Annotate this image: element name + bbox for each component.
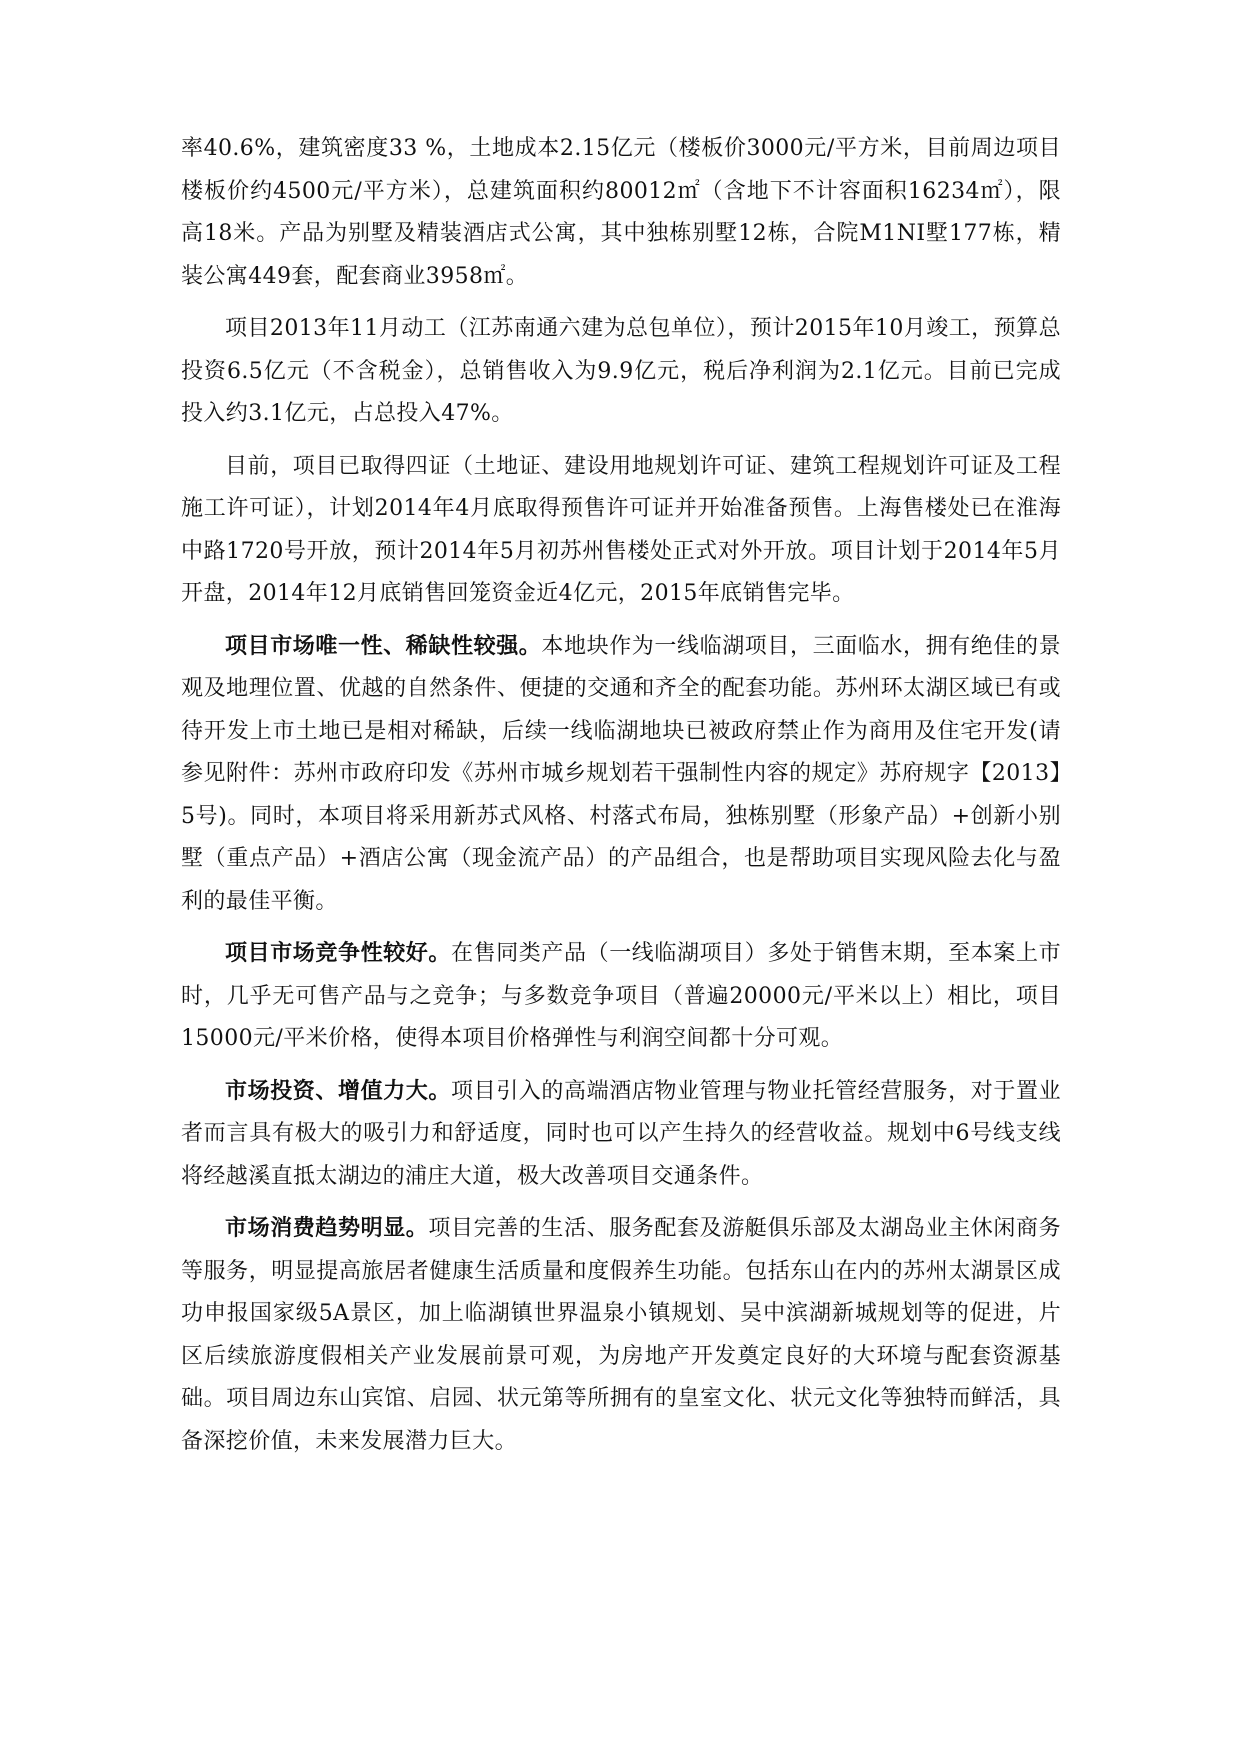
paragraph-text: 本地块作为一线临湖项目，三面临水，拥有绝佳的景观及地理位置、优越的自然条件、便捷的交通和齐全的配套功能。苏州环太湖区域已有或待开发上市土地已是相对稀缺，后续一线临湖地块已被政府禁止作为商用及住宅开发(请参见附件：苏州市政府印发《苏州市城乡规划若干强制性内容的规定》苏府规字【2013】5号)。同时，本项目将采用新苏式风格、村落式布局，独栋别墅（形象产品）+创新小别墅（重点产品）+酒店公寓（现金流产品）的产品组合，也是帮助项目实现风险去化与盈利的最佳平衡。	[181, 633, 1062, 914]
document-page	[181, 128, 1061, 1473]
paragraph-text: 项目完善的生活、服务配套及游艇俱乐部及太湖岛业主休闲商务等服务，明显提高旅居者健康生活质量和度假养生功能。包括东山在内的苏州太湖景区成功申报国家级5A景区，加上临湖镇世界温泉小镇规划、吴中滨湖新城规划等的促进，片区后续旅游度假相关产业发展前景可观，为房地产开发奠定良好的大环境与配套资源基础。项目周边东山宾馆、启园、状元第等所拥有的皇室文化、状元文化等独特而鲜活，具备深挖价值，未来发展潜力巨大。	[181, 1216, 1061, 1454]
paragraph-text: 项目2013年11月动工（江苏南通六建为总包单位），预计2015年10月竣工，预算总投资6.5亿元（不含税金），总销售收入为9.9亿元，税后净利润为2.1亿元。目前已完成投入约3.1亿元，占总投入47%。	[181, 316, 1061, 426]
paragraph-uniqueness	[181, 626, 1061, 924]
paragraph-text: 目前，项目已取得四证（土地证、建设用地规划许可证、建筑工程规划许可证及工程施工许可证），计划2014年4月底取得预售许可证并开始准备预售。上海售楼处已在淮海中路1720号开放，预计2014年5月初苏州售楼处正式对外开放。项目计划于2014年5月开盘，2014年12月底销售回笼资金近4亿元，2015年底销售完毕。	[181, 453, 1061, 606]
paragraph-text: 率40.6%，建筑密度33 %，土地成本2.15亿元（楼板价3000元/平方米，目前周边项目楼板价约4500元/平方米），总建筑面积约80012㎡（含地下不计容面积16234㎡），限高18米。产品为别墅及精装酒店式公寓，其中独栋别墅12栋，合院M1NI墅177栋，精装公寓449套，配套商业3958㎡。	[181, 136, 1061, 289]
paragraph-lead: 项目市场唯一性、稀缺性较强。	[225, 633, 542, 659]
paragraph-project-specs	[181, 128, 1061, 298]
paragraph-text: 项目引入的高端酒店物业管理与物业托管经营服务，对于置业者而言具有极大的吸引力和舒适度，同时也可以产生持久的经营收益。规划中6号线支线将经越溪直抵太湖边的浦庄大道，极大改善项目交通条件。	[181, 1078, 1061, 1189]
paragraph-lead: 市场消费趋势明显。	[225, 1216, 429, 1241]
paragraph-permits-sales	[181, 446, 1061, 616]
paragraph-consumption-trend	[181, 1208, 1061, 1463]
paragraph-text: 在售同类产品（一线临湖项目）多处于销售末期，至本案上市时，几乎无可售产品与之竞争；与多数竞争项目（普遍20000元/平米以上）相比，项目15000元/平米价格，使得本项目价格弹性与利润空间都十分可观。	[181, 941, 1061, 1051]
paragraph-construction-schedule	[181, 308, 1061, 436]
paragraph-lead: 市场投资、增值力大。	[225, 1078, 451, 1104]
paragraph-investment	[181, 1071, 1061, 1199]
paragraph-competition	[181, 933, 1061, 1061]
paragraph-lead: 项目市场竞争性较好。	[225, 941, 451, 966]
